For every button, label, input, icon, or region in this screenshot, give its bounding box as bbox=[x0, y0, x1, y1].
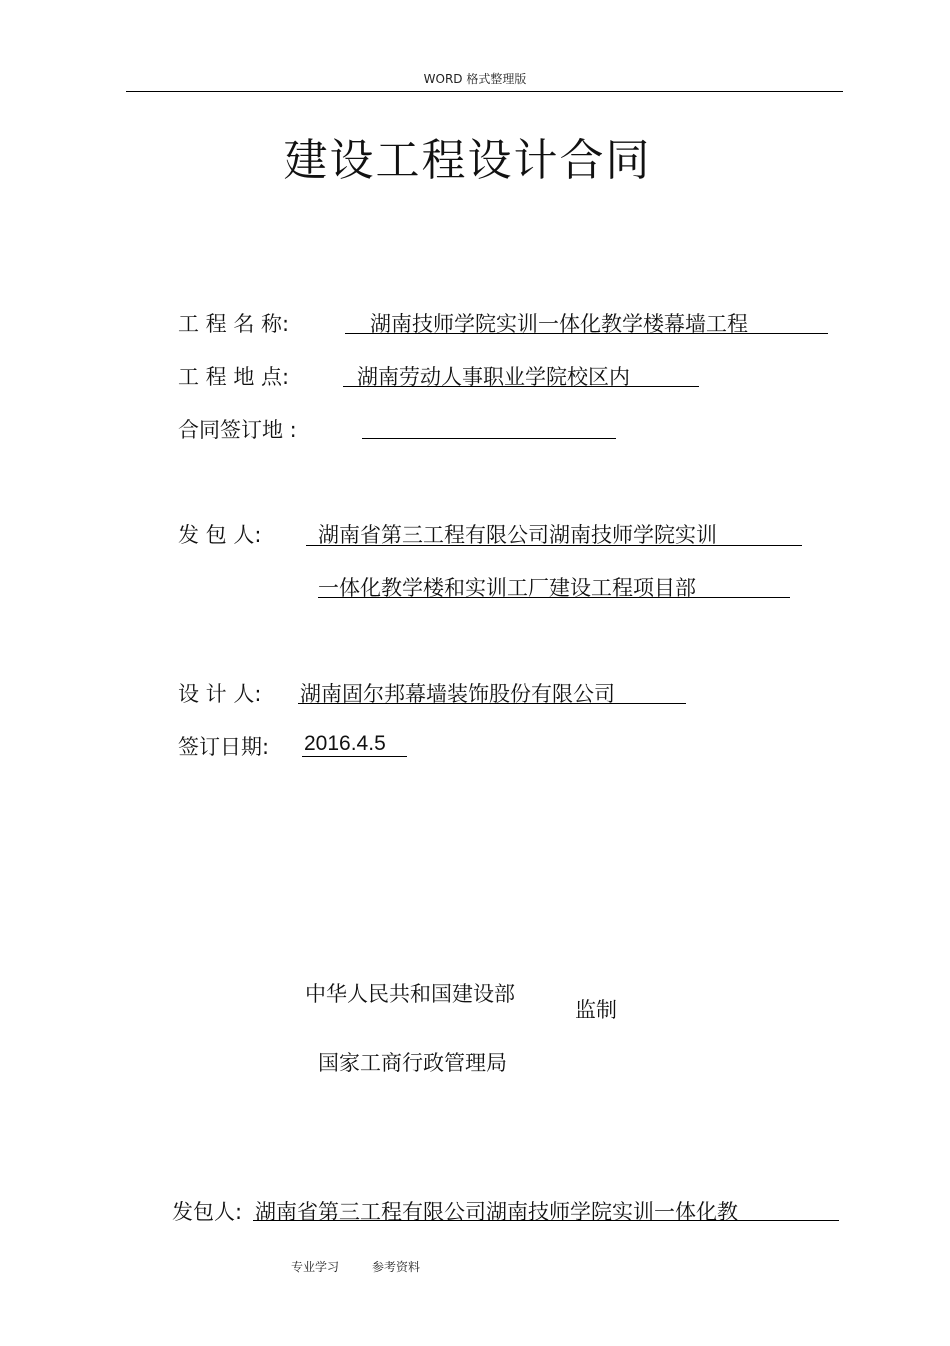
project-name-label: 工 程 名 称: bbox=[178, 312, 290, 336]
employer-underline-line1 bbox=[306, 545, 802, 546]
footer-left-text: 专业学习 bbox=[291, 1260, 340, 1274]
designer-label: 设 计 人: bbox=[178, 682, 262, 706]
project-location-label: 工 程 地 点: bbox=[178, 365, 290, 389]
bottom-employer-value: 湖南省第三工程有限公司湖南技师学院实训一体化教 bbox=[255, 1200, 738, 1224]
employer-value-line1: 湖南省第三工程有限公司湖南技师学院实训 bbox=[318, 523, 717, 547]
supervision-authority-1: 中华人民共和国建设部 bbox=[305, 982, 515, 1006]
signing-date-label: 签订日期: bbox=[178, 735, 270, 759]
header-divider bbox=[126, 91, 843, 92]
signing-place-label: 合同签订地 : bbox=[178, 418, 297, 442]
project-location-value: 湖南劳动人事职业学院校区内 bbox=[357, 365, 630, 389]
signing-place-underline bbox=[362, 438, 616, 439]
bottom-employer-underline bbox=[253, 1220, 839, 1221]
employer-value-line2: 一体化教学楼和实训工厂建设工程项目部 bbox=[318, 576, 696, 600]
bottom-employer-label: 发包人: bbox=[172, 1200, 243, 1224]
signing-date-underline bbox=[302, 756, 407, 757]
supervision-authority-2: 国家工商行政管理局 bbox=[318, 1051, 507, 1075]
supervision-suffix: 监制 bbox=[575, 998, 617, 1022]
designer-value: 湖南固尔邦幕墙装饰股份有限公司 bbox=[300, 682, 615, 706]
designer-underline bbox=[298, 703, 686, 704]
project-location-underline bbox=[343, 386, 699, 387]
footer-right-text: 参考资料 bbox=[372, 1260, 421, 1274]
project-name-value: 湖南技师学院实训一体化教学楼幕墙工程 bbox=[370, 312, 748, 336]
employer-underline-line2 bbox=[318, 597, 790, 598]
document-title: 建设工程设计合同 bbox=[283, 135, 652, 186]
project-name-underline bbox=[345, 333, 828, 334]
page-header-text: WORD 格式整理版 bbox=[423, 72, 527, 86]
employer-label: 发 包 人: bbox=[178, 523, 262, 547]
signing-date-value: 2016.4.5 bbox=[304, 732, 386, 755]
